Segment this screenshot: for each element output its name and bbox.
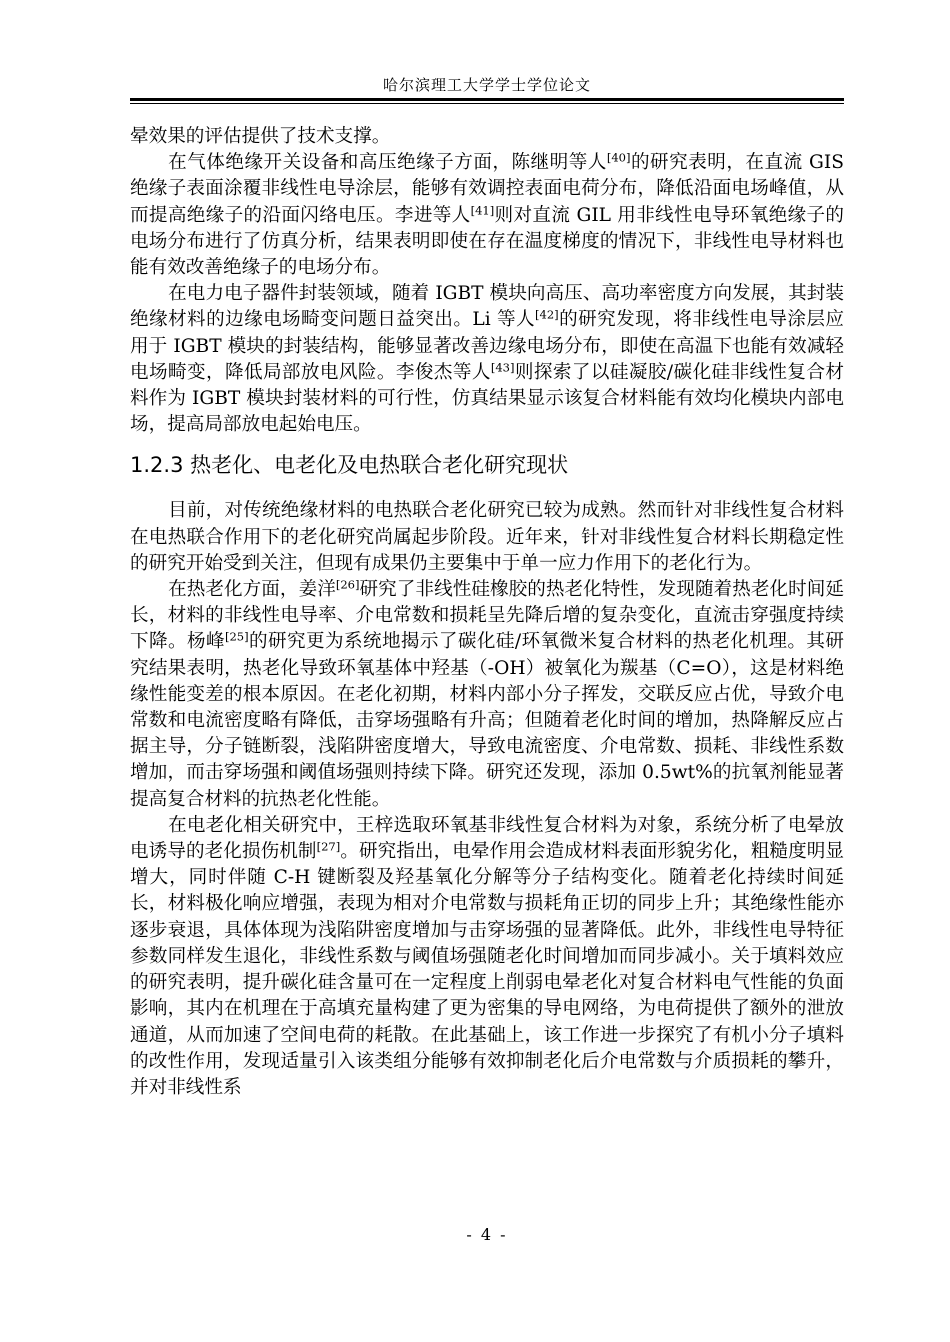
citation-marker: [27] <box>316 839 341 854</box>
citation-marker: [42] <box>535 308 559 323</box>
paragraph-aging-intro: 目前，对传统绝缘材料的电热联合老化研究已较为成熟。然而针对非线性复合材料在电热联合作用下的老化研究尚属起步阶段。近年来，针对非线性复合材料长期稳定性的研究开始受到关注，但现有成果仍主要集中于单一应力作用下的老化行为。 <box>130 500 844 574</box>
citation-marker: [41] <box>470 203 495 218</box>
header-rule-thick <box>130 98 844 101</box>
body-text <box>130 124 844 1101</box>
paragraph-electrical-aging: 在电老化相关研究中，王梓选取环氧基非线性复合材料为对象，系统分析了电晕放电诱导的老化损伤机制[27]。研究指出，电晕作用会造成材料表面形貌劣化，粗糙度明显增大，同时伴随 C-H 键断裂及羟基氧化分解等分子结构变化。随着老化持续时间延长，材料极化响应增强，表现为相对介电常数与损耗角正切的同步上升；其绝缘性能亦逐步衰退，具体体现为浅陷阱密度增加与击穿场强的显著降低。此外，非线性电导特征参数同样发生退化，非线性系数与阈值场强随老化时间增加而同步减小。关于填料效应的研究表明，提升碳化硅含量可在一定程度上削弱电晕老化对复合材料电气性能的负面影响，其内在机理在于高填充量构建了更为密集的导电网络，为电荷提供了额外的泄放通道，从而加速了空间电荷的耗散。在此基础上，该工作进一步探究了有机小分子填料的改性作用，发现适量引入该类组分能够有效抑制老化后介电常数与介质损耗的攀升，并对非线性系 <box>130 814 844 1098</box>
paragraph-igbt-packaging: 在电力电子器件封装领域，随着 IGBT 模块向高压、高功率密度方向发展，其封装绝缘材料的边缘电场畸变问题日益突出。Li 等人[42]的研究发现，将非线性电导涂层应用于 IGBT 模块的封装结构，能够显著改善边缘电场分布，即使在高温下也能有效减轻电场畸变，降低局部放电风险。李俊杰等人[43]则探索了以硅凝胶/碳化硅非线性复合材料作为 IGBT 模块封装材料的可行性，仿真结果显示该复合材料能有效均化模块内部电场，提高局部放电起始电压。 <box>130 283 844 436</box>
running-header: 哈尔滨理工大学学士学位论文 <box>382 76 591 94</box>
page-number: - 4 - <box>466 1225 508 1244</box>
citation-marker: [40] <box>606 150 631 165</box>
paragraph-thermal-aging: 在热老化方面，姜洋[26]研究了非线性硅橡胶的热老化特性，发现随着热老化时间延长，材料的非线性电导率、介电常数和损耗呈先降后增的复杂变化，直流击穿强度持续下降。杨峰[25]的研究更为系统地揭示了碳化硅/环氧微米复合材料的热老化机理。其研究结果表明，热老化导致环氧基体中羟基（-OH）被氧化为羰基（C=O），这是材料绝缘性能变差的根本原因。在老化初期，材料内部小分子挥发，交联反应占优，导致介电常数和电流密度略有降低，击穿场强略有升高；但随着老化时间的增加，热降解反应占据主导，分子链断裂，浅陷阱密度增大，导致电流密度、介电常数、损耗、非线性系数增加，而击穿场强和阈值场强则持续下降。研究还发现，添加 0.5wt%的抗氧剂能显著提高复合材料的抗热老化性能。 <box>130 577 844 810</box>
header-rule-thin <box>130 103 844 104</box>
citation-marker: [26] <box>335 577 360 592</box>
paragraph-gis-insulators: 在气体绝缘开关设备和高压绝缘子方面，陈继明等人[40]的研究表明，在直流 GIS 绝缘子表面涂覆非线性电导涂层，能够有效调控表面电荷分布，降低沿面电场峰值，从而提高绝缘子的沿面闪络电压。李进等人[41]则对直流 GIL 用非线性电导环氧绝缘子的电场分布进行了仿真分析，结果表明即使在存在温度梯度的情况下，非线性电导材料也能有效改善绝缘子的电场分布。 <box>130 150 844 279</box>
paragraph-continued: 晕效果的评估提供了技术支撑。 <box>130 126 391 147</box>
section-heading: 1.2.3 热老化、电老化及电热联合老化研究现状 <box>130 453 569 478</box>
citation-marker: [43] <box>490 360 515 375</box>
citation-marker: [25] <box>224 630 249 645</box>
